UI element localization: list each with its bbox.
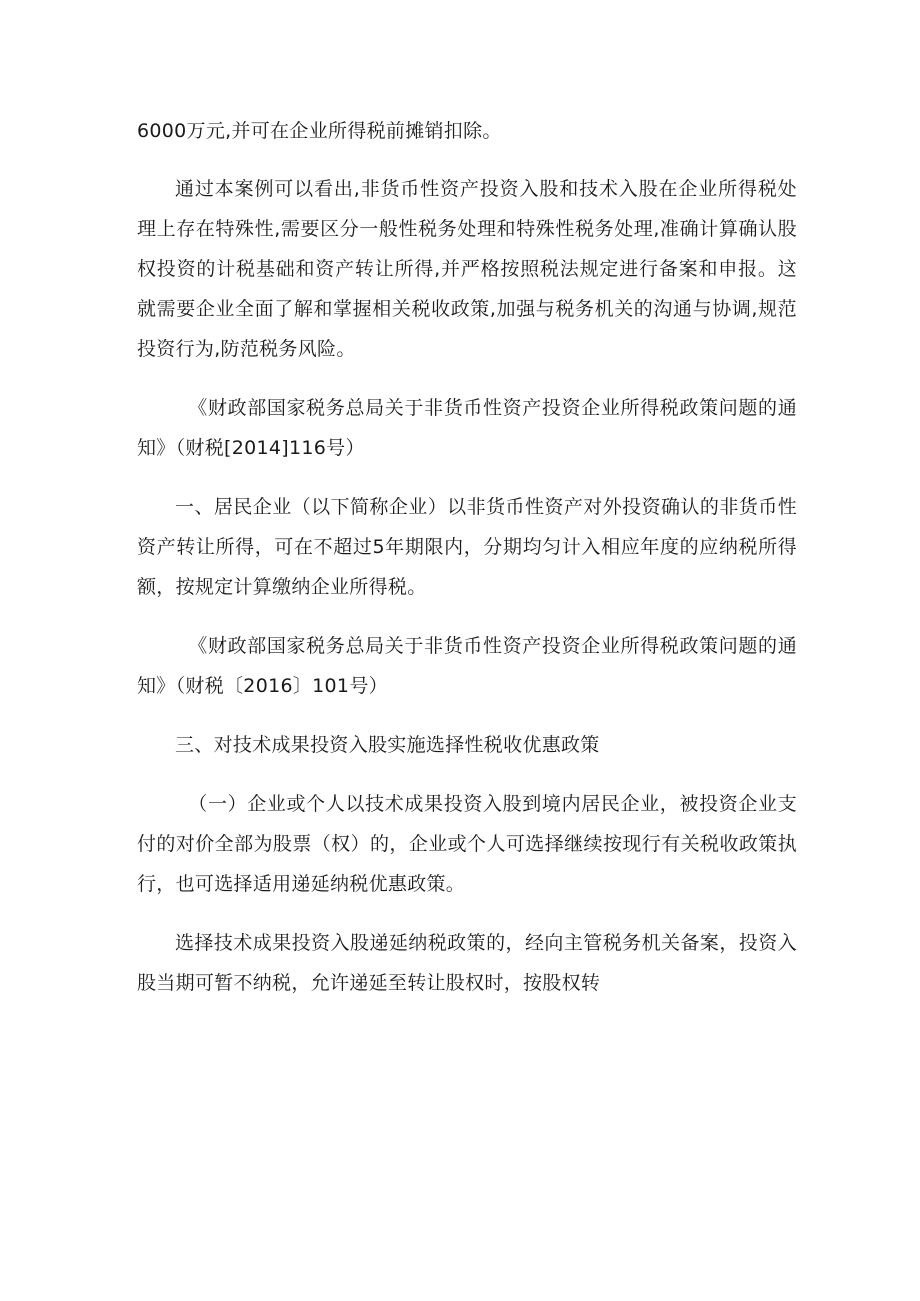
paragraph-policy-citation-2014: 《财政部国家税务总局关于非货币性资产投资企业所得税政策问题的通知》（财税[2014]116号） <box>137 397 797 459</box>
paragraph-clause-one: （一）企业或个人以技术成果投资入股到境内居民企业，被投资企业支付的对价全部为股票（权）的，企业或个人可选择继续按现行有关税收政策执行，也可选择适用递延纳税优惠政策。 <box>137 793 797 895</box>
document-body <box>137 111 797 1022</box>
paragraph-article-one: 一、居民企业（以下简称企业）以非货币性资产对外投资确认的非货币性资产转让所得，可在不超过5年期限内，分期均匀计入相应年度的应纳税所得额，按规定计算缴纳企业所得税。 <box>137 496 797 598</box>
paragraph-article-three-heading: 三、对技术成果投资入股实施选择性税收优惠政策 <box>175 734 600 756</box>
paragraph-continuation: 6000万元,并可在企业所得税前摊销扣除。 <box>137 120 502 142</box>
paragraph-policy-citation-2016: 《财政部国家税务总局关于非货币性资产投资企业所得税政策问题的通知》（财税〔2016〕101号） <box>137 635 797 697</box>
paragraph-deferral-rule: 选择技术成果投资入股递延纳税政策的，经向主管税务机关备案，投资入股当期可暂不纳税，允许递延至转让股权时，按股权转 <box>137 932 797 994</box>
paragraph-case-summary: 通过本案例可以看出,非货币性资产投资入股和技术入股在企业所得税处理上存在特殊性,需要区分一般性税务处理和特殊性税务处理,准确计算确认股权投资的计税基础和资产转让所得,并严格按照税法规定进行备案和申报。这就需要企业全面了解和掌握相关税收政策,加强与税务机关的沟通与协调,规范投资行为,防范税务风险。 <box>137 178 797 360</box>
